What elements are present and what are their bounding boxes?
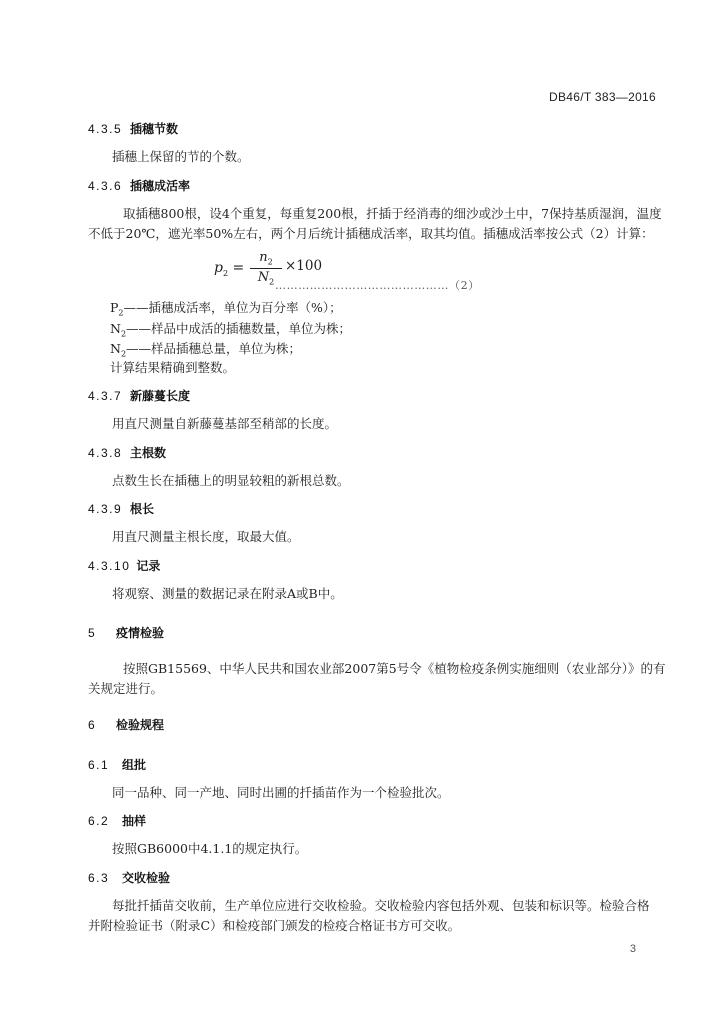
paragraph-line: 取插穗800根，设4个重复，每重复200根，扦插于经消毒的细沙或沙土中，7保持基质湿润，温度 xyxy=(123,206,662,221)
formula-denominator: $N_2$ xyxy=(257,269,275,287)
paragraph: 点数生长在插穗上的明显较粗的新根总数。 xyxy=(112,473,350,488)
equation-number: ………………………………………（2） xyxy=(275,279,480,292)
document-code-header: DB46/T 383—2016 xyxy=(548,90,656,104)
paragraph: 插穗上保留的节的个数。 xyxy=(112,149,250,164)
section-number: 4.3.5 xyxy=(88,122,123,136)
section-heading-6-2 xyxy=(88,812,146,829)
section-number: 4.3.9 xyxy=(88,502,123,516)
section-number: 4.3.7 xyxy=(88,389,123,403)
paragraph: 将观察、测量的数据记录在附录A或B中。 xyxy=(112,586,343,601)
paragraph: 用直尺测量主根长度，取最大值。 xyxy=(112,529,300,544)
section-number: 5 xyxy=(88,626,97,640)
section-number: 6 xyxy=(88,718,97,732)
paragraph-line: 按照GB15569、中华人民共和国农业部2007第5号令《植物检疫条例实施细则（农业部分）》的有 xyxy=(123,661,666,676)
definition-line: $N_2——$样品插穗总量，单位为株； xyxy=(110,341,302,359)
paragraph: 按照GB6000中4.1.1的规定执行。 xyxy=(112,841,308,856)
section-title: 抽样 xyxy=(122,814,147,828)
section-title: 插穗成活率 xyxy=(130,179,191,193)
page-number: 3 xyxy=(629,943,636,955)
definition-line: $P_2——$插穗成活率，单位为百分率（%）； xyxy=(110,300,342,318)
fraction-bar xyxy=(250,268,282,269)
section-heading-4-3-8 xyxy=(88,444,166,461)
section-heading-6-1 xyxy=(88,756,146,773)
section-number: 4.3.10 xyxy=(88,559,131,573)
section-heading-4-3-9 xyxy=(88,500,154,517)
section-title: 插穗节数 xyxy=(130,122,179,136)
section-number: 6.2 xyxy=(88,814,110,828)
section-number: 4.3.8 xyxy=(88,446,123,460)
paragraph-line: 不低于20℃，遮光率50%左右，两个月后统计插穗成活率，取其均值。插穗成活率按公式（2）计算： xyxy=(88,226,654,241)
section-title: 记录 xyxy=(136,559,161,573)
paragraph: 用直尺测量自新藤蔓基部至稍部的长度。 xyxy=(112,416,338,431)
formula-multiplier: ×100 xyxy=(285,258,323,274)
section-heading-4-3-7 xyxy=(88,387,190,404)
section-number: 6.3 xyxy=(88,871,110,885)
section-title: 新藤蔓长度 xyxy=(130,389,191,403)
section-title: 检验规程 xyxy=(116,718,165,732)
section-title: 组批 xyxy=(122,758,147,772)
paragraph-line: 并附检验证书（附录C）和检疫部门颁发的检疫合格证书方可交收。 xyxy=(88,918,461,933)
section-title: 主根数 xyxy=(130,446,167,460)
section-number: 6.1 xyxy=(88,758,110,772)
paragraph-line: 每批扦插苗交收前，生产单位应进行交收检验。交收检验内容包括外观、包装和标识等。检验合格 xyxy=(112,898,650,913)
paragraph: 同一品种、同一产地、同时出圃的扦插苗作为一个检验批次。 xyxy=(112,785,450,800)
section-title: 交收检验 xyxy=(122,871,171,885)
section-heading-4-3-5 xyxy=(88,120,178,137)
section-heading-6 xyxy=(88,716,164,733)
section-heading-4-3-6 xyxy=(88,177,190,194)
definition-line: $N_2——$样品中成活的插穗数量，单位为株； xyxy=(110,321,352,339)
section-heading-6-3 xyxy=(88,869,170,886)
formula-numerator: $n_2$ xyxy=(259,250,273,267)
paragraph-line: 关规定进行。 xyxy=(88,681,164,696)
section-heading-4-3-10 xyxy=(88,557,160,574)
formula-lhs: $p_2$ = xyxy=(214,260,245,278)
section-number: 4.3.6 xyxy=(88,179,123,193)
section-title: 疫情检验 xyxy=(116,626,165,640)
note-line: 计算结果精确到整数。 xyxy=(110,360,236,375)
section-heading-5 xyxy=(88,624,164,641)
section-title: 根长 xyxy=(130,502,155,516)
